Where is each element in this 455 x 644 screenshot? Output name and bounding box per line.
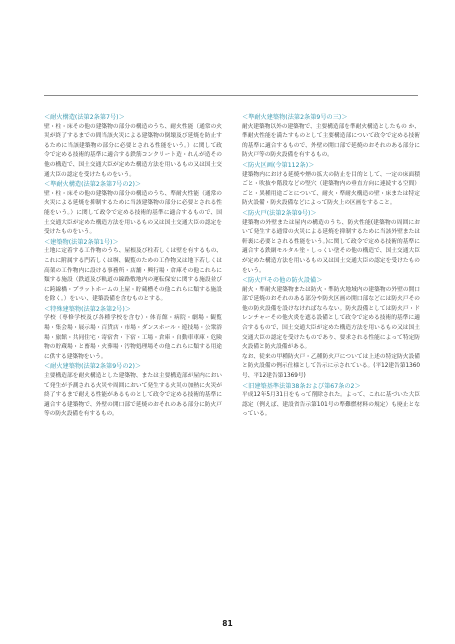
left-column: [44, 113, 222, 420]
right-paragraph: 平成12年5月31日をもって削除された。よって、これに基づいた大臣認定（例えば、建設省告示第101号の準難燃材料の規定）も廃止となっている。: [242, 392, 420, 418]
right-paragraph: なお、従来の甲種防火戸・乙種防火戸については上述の特定防火設備と防火設備の例示仕様として告示に示されている。(平12建告第1360号、平12建告第1369号): [242, 353, 420, 380]
left-paragraph: 土地に定着する工作物のうち、屋根及び柱若しくは壁を有するもの、これに附属する門若しくは塀、観覧のための工作物又は地下若しくは高架の工作物内に設ける事務所・店舗・興行場・倉庫その他これらに類する施設（鉄道及び軌道の線路敷地内の運転保安に関する施設並びに跨線橋・プラットホームの上屋・貯蔵槽その他これらに類する施設を除く。）をいい、建築設備を含むものとする。: [44, 248, 222, 303]
right-paragraph: 建築物内における延焼や煙の拡大の防止を目的として、一定の床面積ごと・吹抜や階段などの竪穴（建築物内の垂直方向に連続する空間）ごと・異種用途ごとについて、耐火・準耐火構造の壁・床または特定防火設備・防火設備などによって防火上の区画をすること。: [242, 171, 420, 207]
left-paragraph: 学校（専修学校及び各種学校を含む）・体育館・病院・劇場・観覧場・集会場・展示場・百貨店・市場・ダンスホール・遊技場・公衆浴場・旅館・共同住宅・寄宿舎・下宿・工場・倉庫・自動車車庫・危険物の貯蔵場・と畜場・火葬場・汚物処理場その他これらに類する用途に供する建築物をいう。: [44, 315, 222, 360]
left-section-heading: ＜耐火建築物(法第2条第9号の2)＞: [44, 363, 142, 371]
left-section-heading: ＜建築物(法第2条第1号)＞: [44, 238, 119, 246]
right-paragraph: 耐火建築物以外の建築物で、主要構造部を準耐火構造としたもの か、準耐火性能を満たすものとして主要構造部について政令で定める技術的基準に適合するもので、外壁の開口部で延焼のおそれのある部分に防火戸等の防火設備を有するもの。: [242, 123, 421, 159]
left-paragraph: 壁・柱・床その他の建築物の部分の構造のうち、耐火性能（通常の火災が終了するまでの間当該火災による建築物の倒壊及び延焼を防止するために当該建築物の部分に必要とされる性能をいう。）に関して政令で定める技術的基準に適合する鉄筋コンクリート造・れんが造その他の構造で、国土交通大臣が定めた構造方法を用いるもの又は国土交通大臣の認定を受けたものをいう。: [44, 123, 222, 178]
right-section-heading: ＜防火戸その他の防火設備＞: [242, 277, 323, 285]
left-paragraph: 主要構造部を耐火構造とした建築物、または主要構造部が屋内において発生が予測される火災や周囲において発生する火災の加熱に火災が終了するまで耐える性能があるものとして政令で定める技術的基準に適合する建築物で、外壁の開口部で延焼のおそれのある部分に防火戸等の防火設備を有するもの。: [44, 373, 222, 418]
right-section-heading: ＜旧建築基準法第38条および第67条の2＞: [242, 382, 361, 390]
right-column: [242, 113, 420, 420]
left-section-heading: ＜特殊建築物(法第2条第2号)＞: [44, 305, 131, 313]
left-section-heading: ＜耐火構造(法第2条第7号)＞: [44, 114, 125, 121]
right-section-heading: ＜防火区画(令第112条)＞: [242, 161, 315, 169]
right-section-heading: ＜準耐火建築物(法第2条第9号の三)＞: [242, 114, 348, 121]
top-rule: [44, 95, 418, 96]
right-section-heading: ＜防火戸(法第2条第9号)＞: [242, 209, 317, 217]
page-number: 81: [222, 619, 233, 628]
left-section-heading: ＜準耐火構造(法第2条第7号の2)＞: [44, 181, 142, 189]
left-paragraph: 壁・柱・床その他の建築物の部分の構造のうち、準耐火性能（通常の火災による延焼を抑制するために当該建築物の部分に必要とされる性能をいう。）に関して政令で定める技術的基準に適合するもので、国土交通大臣が定めた構造方法を用いるもの又は国土交通大臣の認定を受けたものをいう。: [44, 190, 222, 236]
right-paragraph: 耐火・準耐火建築物または防火・準防火地域内の建築物の外壁の開口部で延焼のおそれのある部分や防火区画の開口部などには防火戸その他の防火設備を設けなければならない。防火設備としては防火戸・ドレンチャーその他火炎を遮る設備として政令で定める技術的基準に適合するもので、国土交通大臣が定めた構造方法を用いるもの又は国土交通大臣の認定を受けたものであり、要求される性能によって特定防火設備と防火設備がある。: [242, 286, 420, 351]
right-paragraph: 建築物の外壁または屋内の構造のうち、防火性能(建築物の周囲において発生する通常の火災による延焼を抑制するために当該外壁または軒裏に必要とされる性能をいう。)に関して政令で定める技術的基準に適合する鉄網モルタル塗・しっくい塗その他の構造で、国土交通大臣が定めた構造方法を用いるもの又は国土交通大臣の認定を受けたものをいう。: [242, 219, 420, 274]
